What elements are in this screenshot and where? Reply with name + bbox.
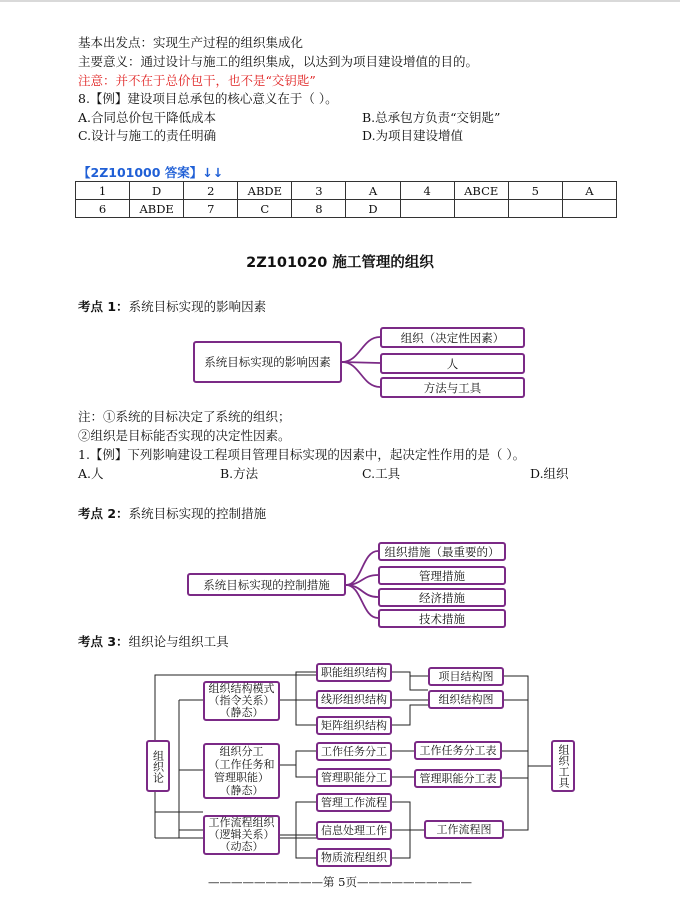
q1-option-b: B.方法 — [220, 466, 259, 481]
k3-detail-label: 物质流程组织 — [321, 850, 387, 864]
q1-stem: 1.【例】下列影响建设工程项目管理目标实现的因素中，起决定性作用的是（ ）。 — [78, 447, 526, 462]
kaodian-text: 系统目标实现的影响因素 — [128, 299, 267, 314]
k3-tool-label: 组织结构图 — [438, 692, 494, 706]
answer-cell: ABDE — [238, 182, 292, 200]
k2-branch-box — [378, 542, 506, 561]
q1-option-d: D.组织 — [530, 466, 569, 481]
answer-cell: 3 — [292, 182, 346, 200]
k3-tool-box — [414, 741, 502, 760]
kaodian-text: 系统目标实现的控制措施 — [128, 506, 267, 521]
k3-detail-box — [316, 821, 392, 840]
k2-branch-box — [378, 566, 506, 585]
k2-branch-label: 组织措施（最重要的） — [384, 544, 500, 559]
q8-stem: 8.【例】建设项目总承包的核心意义在于（ ）。 — [78, 91, 338, 106]
k1-branch-label: 人 — [446, 356, 459, 371]
k3-connector — [296, 765, 316, 777]
k3-detail-label: 管理职能分工 — [321, 770, 387, 784]
answer-cell: 6 — [76, 200, 130, 218]
k3-mid-line: （静态） — [219, 706, 264, 719]
k3-mid-line: 组织结构模式 — [208, 682, 275, 695]
answer-cell: A — [562, 182, 616, 200]
k3-mid-line: 组织分工 — [219, 745, 264, 758]
k3-detail-label: 工作任务分工 — [321, 744, 387, 758]
k3-detail-label: 信息处理工作 — [321, 823, 387, 837]
kaodian-2-heading — [78, 504, 266, 522]
answer-cell: A — [346, 182, 400, 200]
q1-option-c: C.工具 — [362, 466, 401, 481]
q8-option-d: D.为项目建设增值 — [362, 128, 464, 143]
kaodian-3-heading — [78, 632, 229, 650]
k1-branch-box — [380, 353, 525, 374]
k3-connector — [280, 802, 316, 835]
k3-mid-line: （指令关系） — [208, 694, 275, 707]
k3-tool-box — [414, 769, 502, 788]
k3-connector — [296, 700, 316, 725]
k3-detail-box — [316, 690, 392, 709]
k3-connector — [392, 705, 428, 725]
intro-line-2: 主要意义：通过设计与施工的组织集成，以达到为项目建设增值的目的。 — [78, 54, 479, 69]
k1-branch-box — [380, 327, 525, 348]
k3-detail-box — [316, 742, 392, 761]
note-1: 注：①系统的目标决定了系统的组织； — [78, 409, 291, 424]
k3-mid-line: （静态） — [219, 784, 264, 797]
k3-tool-label: 项目结构图 — [438, 669, 494, 683]
k2-branch-label: 经济措施 — [419, 590, 465, 605]
k1-branch-label: 组织（决定性因素） — [400, 330, 505, 345]
k1-center-label: 系统目标实现的影响因素 — [204, 355, 331, 369]
answer-cell: ABCE — [454, 182, 508, 200]
answer-cell: 1 — [76, 182, 130, 200]
q8-option-c: C.设计与施工的责任明确 — [78, 128, 217, 143]
k1-connector — [342, 337, 380, 362]
k3-mid-line: 工作流程组织 — [208, 816, 275, 829]
answer-cell: 2 — [184, 182, 238, 200]
page-footer: ——————————第 5页—————————— — [208, 875, 472, 889]
k2-branch-box — [378, 609, 506, 628]
k3-tool-label: 工作任务分工表 — [419, 743, 497, 757]
k3-left-root-box — [146, 740, 170, 792]
k1-branch-label: 方法与工具 — [423, 380, 482, 395]
kaodian-label: 考点 2： — [78, 506, 129, 521]
k2-branch-label: 技术措施 — [419, 611, 465, 626]
answer-cell: D — [346, 200, 400, 218]
k3-tool-box — [424, 820, 504, 839]
kaodian-label: 考点 3： — [78, 634, 129, 649]
k3-connector — [280, 751, 316, 765]
k3-tool-box — [428, 690, 504, 709]
k3-mid-line: （逻辑关系） — [208, 828, 275, 841]
answer-cell: 7 — [184, 200, 238, 218]
k3-detail-label: 职能组织结构 — [321, 665, 387, 679]
answer-cell: D — [130, 182, 184, 200]
k3-tool-label: 管理职能分工表 — [419, 771, 497, 785]
k3-mid-line: （动态） — [219, 840, 264, 853]
k2-branch-label: 管理措施 — [419, 568, 465, 583]
intro-note: 注意：并不在于总价包干，也不是“交钥匙” — [78, 73, 316, 88]
k3-detail-label: 线形组织结构 — [321, 692, 387, 706]
k1-branch-box — [380, 377, 525, 398]
k3-mid-line: （工作任务和 — [208, 758, 275, 771]
section-title: 2Z101020 施工管理的组织 — [246, 255, 434, 271]
answer-cell: 5 — [508, 182, 562, 200]
answer-cell: 4 — [400, 182, 454, 200]
note-2: ②组织是目标能否实现的决定性因素。 — [78, 428, 291, 443]
k3-left-root-label: 组织论 — [151, 749, 165, 783]
k3-detail-label: 管理工作流程 — [321, 795, 387, 809]
k3-mid-box — [203, 681, 280, 721]
k2-branch-box — [378, 588, 506, 607]
k1-center-box — [193, 341, 342, 383]
k3-detail-box — [316, 716, 392, 735]
k3-mid-box — [203, 743, 280, 799]
answer-cell: C — [238, 200, 292, 218]
k1-connector — [342, 362, 380, 387]
k3-detail-box — [316, 848, 392, 867]
k2-center-box — [187, 573, 346, 596]
k3-right-root-box — [551, 740, 575, 792]
answers-title: 【2Z101000 答案】↓↓ — [78, 165, 224, 180]
q8-option-b: B.总承包方负责“交钥匙” — [362, 110, 501, 125]
k2-center-label: 系统目标实现的控制措施 — [203, 577, 330, 592]
k3-detail-box — [316, 793, 392, 812]
q8-option-a: A.合同总价包干降低成本 — [78, 110, 217, 125]
intro-line-1: 基本出发点：实现生产过程的组织集成化 — [78, 35, 304, 50]
k3-mid-line: 管理职能） — [214, 771, 269, 784]
k3-connector — [504, 676, 528, 830]
k3-connector — [280, 672, 316, 700]
k3-detail-box — [316, 663, 392, 682]
q1-option-a: A.人 — [78, 466, 104, 481]
k3-tool-label: 工作流程图 — [436, 822, 492, 836]
answer-cell: 8 — [292, 200, 346, 218]
k3-detail-label: 矩阵组织结构 — [321, 718, 387, 732]
k3-mid-box — [203, 815, 280, 855]
k3-connector — [392, 672, 428, 690]
answer-cell: ABDE — [130, 200, 184, 218]
kaodian-text: 组织论与组织工具 — [128, 634, 229, 649]
kaodian-label: 考点 1： — [78, 299, 129, 314]
k3-tool-box — [428, 667, 504, 686]
k3-detail-box — [316, 768, 392, 787]
k3-right-root-label: 组织工具 — [557, 744, 570, 788]
